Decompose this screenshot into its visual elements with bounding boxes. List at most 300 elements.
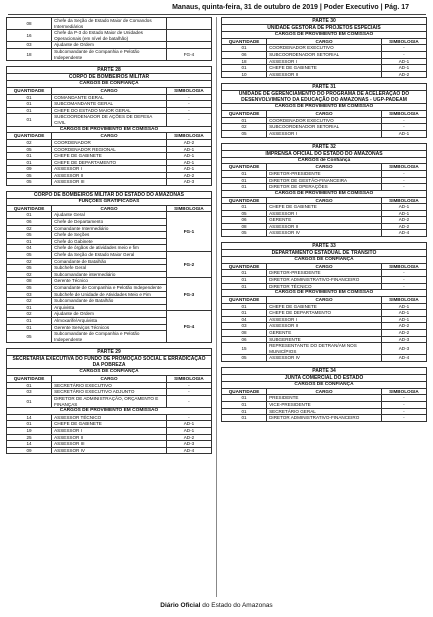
org-title: CORPO DE BOMBEIROS MILITAR [7, 74, 212, 81]
cargo-cell: COORDENADOR EXECUTIVO [267, 117, 382, 124]
quantity-cell: 18 [222, 58, 267, 65]
quantity-cell: 01 [222, 415, 267, 422]
cargo-cell: Chefe da P-3 do Estado Maior de Unidades Operacionais (em nível de batalhão) [52, 30, 167, 42]
cargo-cell: ASSESSOR I [267, 316, 382, 323]
cargo-cell: SUBCOORDENADOR SETORIAL [267, 124, 382, 131]
simbologia-cell: - [166, 414, 211, 421]
quantity-cell: 02 [7, 139, 52, 146]
cargo-cell: GERENTE [267, 330, 382, 337]
part-title: PARTE 29 [7, 349, 212, 356]
table-row [7, 18, 212, 30]
quantity-cell: 01 [222, 408, 267, 415]
quantity-cell: 05 [222, 230, 267, 237]
simbologia-group-cell: FG-2 [166, 252, 211, 278]
col-header: CARGO [267, 297, 382, 304]
col-header: QUANTIDADE [222, 164, 267, 171]
col-header: QUANTIDADE [7, 376, 52, 383]
cargo-cell: ASSESSOR II [52, 434, 167, 441]
cargo-cell: DIRETOR ADMINISTRATIVO-FINANCEIRO [267, 415, 382, 422]
simbologia-cell: FG-4 [166, 48, 211, 60]
footer-brand: Diário Oficial [160, 602, 201, 609]
table-row [222, 177, 427, 184]
col-header: QUANTIDADE [222, 197, 267, 204]
col-header: SIMBOLOGIA [166, 205, 211, 212]
simbologia-cell: - [381, 408, 426, 415]
cargo-cell: CHEFE DE GABINETE [267, 204, 382, 211]
section-title: CARGOS DE PROVIMENTO EM COMISSÃO [222, 104, 427, 111]
table-row [7, 42, 212, 49]
table-row [222, 210, 427, 217]
cargo-cell: Chefe da Seção de Estado Maior de Comandos Intermediários [52, 18, 167, 30]
col-header: CARGO [52, 205, 167, 212]
cargo-cell: CHEFE DO ESTADO MAIOR GERAL [52, 107, 167, 114]
quantity-cell: 02 [7, 311, 52, 318]
part-title: PARTE 28 [7, 67, 212, 74]
col-header: CARGO [267, 388, 382, 395]
cargo-cell: Comandante de Batalhão [52, 258, 167, 265]
page-footer [0, 602, 433, 610]
table-row [222, 130, 427, 137]
cargo-cell: Subcomandante de Companhia e Pelotão Independente [52, 48, 167, 60]
table-row [7, 94, 212, 101]
parte-33-table [221, 242, 427, 362]
part-title: PARTE 31 [222, 84, 427, 91]
funcoes-gratificadas-table [6, 191, 212, 343]
header-rule [8, 14, 426, 15]
table-row [7, 389, 212, 396]
part-title: PARTE 34 [222, 367, 427, 374]
quantity-cell: 01 [7, 114, 52, 126]
table-row [222, 415, 427, 422]
cargo-cell: SECRETÁRIO EXECUTIVO ADJUNTO [52, 389, 167, 396]
quantity-cell: 05 [222, 210, 267, 217]
quantity-cell: 14 [7, 414, 52, 421]
cargo-cell: ASSESSOR II [267, 323, 382, 330]
cargo-cell: SECRETÁRIO EXECUTIVO [52, 382, 167, 389]
cargo-cell: SUBCOMANDANTE GERAL [52, 101, 167, 108]
table-row [7, 278, 212, 285]
simbologia-cell: - [166, 107, 211, 114]
cargo-cell: DIRETOR DE ADMINISTRAÇÃO, ORÇAMENTO E FINANÇAS [52, 395, 167, 407]
quantity-cell: 05 [7, 232, 52, 239]
org-title: UNIDADE DE GERENCIAMENTO DO PROGRAMA DE ACELERAÇÃO DO DESENVOLVIMENTO DA EDUCAÇÃO DO AMAZONAS - UGP-PADEAM [222, 91, 427, 104]
col-header: SIMBOLOGIA [166, 87, 211, 94]
table-row [222, 124, 427, 131]
quantity-cell: 01 [7, 421, 52, 428]
quantity-cell: 18 [7, 48, 52, 60]
quantity-cell: 01 [7, 382, 52, 389]
simbologia-cell: AD-1 [381, 303, 426, 310]
section-title: CARGOS DE CONFIANÇA [222, 257, 427, 264]
quantity-cell: 19 [7, 428, 52, 435]
table-row [222, 117, 427, 124]
table-row [7, 30, 212, 42]
simbologia-group-cell: FG-4 [166, 311, 211, 343]
table-row [7, 421, 212, 428]
col-header: SIMBOLOGIA [381, 164, 426, 171]
cargo-cell: ASSESSOR II [52, 172, 167, 179]
col-header: QUANTIDADE [222, 388, 267, 395]
col-header: SIMBOLOGIA [166, 133, 211, 140]
section-title: CARGOS DE CONFIANÇA [7, 81, 212, 88]
simbologia-cell: - [381, 45, 426, 52]
table-row [7, 146, 212, 153]
simbologia-cell: - [166, 382, 211, 389]
col-header: CARGO [52, 87, 167, 94]
table-row [222, 58, 427, 65]
simbologia-cell: AD-2 [166, 434, 211, 441]
cargo-cell: COMANDANTE GERAL [52, 94, 167, 101]
quantity-cell: 03 [222, 323, 267, 330]
cargo-cell: SUBGERENTE [267, 336, 382, 343]
quantity-cell: 05 [222, 355, 267, 362]
quantity-cell: 01 [222, 204, 267, 211]
section-title: CARGOS DE PROVIMENTO EM COMISSÃO [7, 408, 212, 415]
table-row [222, 395, 427, 402]
simbologia-cell: - [381, 277, 426, 284]
simbologia-cell: - [381, 401, 426, 408]
quantity-cell: 05 [7, 252, 52, 259]
table-row [7, 139, 212, 146]
quantity-cell: 02 [7, 258, 52, 265]
section-title: CARGOS DE PROVIMENTO EM COMISSÃO [222, 190, 427, 197]
quantity-cell: 03 [7, 42, 52, 49]
simbologia-cell: AD-4 [381, 230, 426, 237]
cargo-cell: COORDENADOR EXECUTIVO [267, 45, 382, 52]
simbologia-cell: AD-1 [166, 159, 211, 166]
quantity-cell: 03 [7, 291, 52, 298]
cargo-cell: Chefe do Gabinete [52, 238, 167, 245]
simbologia-cell: - [381, 270, 426, 277]
cargo-cell: ASSESSOR I [267, 58, 382, 65]
cargo-cell: REPRESENTANTE DO DETRAN/AM NOS MUNICÍPIOS [267, 343, 382, 355]
col-header: SIMBOLOGIA [381, 38, 426, 45]
simbologia-cell: AD-4 [166, 447, 211, 454]
table-row [222, 230, 427, 237]
quantity-cell: 01 [222, 65, 267, 72]
table-row [7, 166, 212, 173]
footer-brand-suffix: do Estado do Amazonas [202, 602, 273, 609]
cargo-cell: SECRETÁRIO GERAL [267, 408, 382, 415]
quantity-cell: 05 [7, 265, 52, 272]
quantity-cell: 06 [222, 51, 267, 58]
simbologia-cell: - [381, 177, 426, 184]
page-header: Manaus, quinta-feira, 31 de outubro de 2019 | Poder Executivo | Pág. 17 [172, 4, 409, 11]
simbologia-cell: - [381, 170, 426, 177]
cargo-cell: Almoxarife/Arquivista [52, 317, 167, 324]
quantity-cell: 01 [222, 170, 267, 177]
simbologia-group-cell: FG-1 [166, 212, 211, 252]
quantity-cell: 06 [7, 219, 52, 226]
col-header: CARGO [267, 111, 382, 118]
table-row [7, 311, 212, 318]
col-header: SIMBOLOGIA [381, 111, 426, 118]
col-header: QUANTIDADE [7, 87, 52, 94]
simbologia-cell: AD-1 [381, 65, 426, 72]
quantity-cell: 01 [7, 395, 52, 407]
quantity-cell: 01 [222, 303, 267, 310]
quantity-cell: 01 [222, 117, 267, 124]
quantity-cell: 01 [7, 324, 52, 331]
table-row [7, 172, 212, 179]
quantity-cell: 01 [222, 283, 267, 290]
cargo-cell: ASSESSOR IV [267, 355, 382, 362]
quantity-cell: 09 [7, 166, 52, 173]
org-title: JUNTA COMERCIAL DO ESTADO [222, 374, 427, 381]
cargo-cell: CHEFE DE GABINETE [52, 421, 167, 428]
quantity-cell: 08 [7, 278, 52, 285]
cargo-cell: SUBCOORDENADOR SETORIAL [267, 51, 382, 58]
section-title: CARGOS DE PROVIMENTO EM COMISSÃO [7, 126, 212, 133]
simbologia-cell: AD-2 [381, 217, 426, 224]
quantity-cell: 05 [222, 130, 267, 137]
cargo-cell: ASSESSOR III [52, 441, 167, 448]
quantity-cell: 01 [222, 395, 267, 402]
table-row [7, 153, 212, 160]
quantity-cell: 09 [7, 447, 52, 454]
simbologia-cell: AD-1 [166, 428, 211, 435]
table-row [222, 223, 427, 230]
right-column [221, 17, 427, 427]
col-header: CARGO [267, 197, 382, 204]
col-header: QUANTIDADE [222, 111, 267, 118]
simbologia-cell: AD-2 [381, 323, 426, 330]
simbologia-group-cell: FG-3 [166, 278, 211, 311]
cargo-cell: Chefe de órgãos de atividades meio e fim [52, 245, 167, 252]
table-row [7, 252, 212, 259]
table-row [222, 184, 427, 191]
cargo-cell: VICE-PRESIDENTE [267, 401, 382, 408]
quantity-cell: 01 [222, 270, 267, 277]
simbologia-cell: AD-1 [381, 316, 426, 323]
cargo-cell: CHEFE DE GABINETE [267, 303, 382, 310]
table-row [7, 101, 212, 108]
org-title: CORPO DE BOMBEIROS MILITAR DO ESTADO DO AMAZONAS [7, 192, 212, 199]
parte-29-table [6, 348, 212, 454]
simbologia-cell: AD-2 [166, 172, 211, 179]
quantity-cell: 02 [7, 225, 52, 232]
simbologia-cell: - [381, 283, 426, 290]
col-header: QUANTIDADE [7, 205, 52, 212]
quantity-cell: 06 [222, 336, 267, 343]
top-continuation-table [6, 17, 212, 61]
col-header: SIMBOLOGIA [381, 263, 426, 270]
org-title: DEPARTAMENTO ESTADUAL DE TRÂNSITO [222, 250, 427, 257]
cargo-cell: Subchefe de Unidade de Atividades Meio e Fim [52, 291, 167, 298]
col-header: QUANTIDADE [7, 133, 52, 140]
cargo-cell: ASSESSOR II [267, 71, 382, 78]
simbologia-cell: AD-1 [381, 130, 426, 137]
cargo-cell: Subchefe Geral [52, 265, 167, 272]
table-row [7, 434, 212, 441]
cargo-cell: COORDENADOR [52, 139, 167, 146]
cargo-cell: ASSESSOR II [267, 223, 382, 230]
table-row [7, 212, 212, 219]
simbologia-cell: AD-2 [381, 330, 426, 337]
table-row [7, 428, 212, 435]
parte-30-table [221, 17, 427, 78]
simbologia-cell: - [381, 117, 426, 124]
cargo-cell: ASSESSOR I [52, 428, 167, 435]
table-row [222, 283, 427, 290]
cargo-cell: DIRETOR TÉCNICO [267, 283, 382, 290]
cargo-cell: CHEFE DE GABINETE [267, 65, 382, 72]
table-row [7, 395, 212, 407]
col-header: SIMBOLOGIA [381, 297, 426, 304]
part-title: PARTE 33 [222, 243, 427, 250]
cargo-cell: PRESIDENTE [267, 395, 382, 402]
cargo-cell: ASSESSOR TÉCNICO [52, 414, 167, 421]
quantity-cell: 15 [222, 343, 267, 355]
section-title: CARGOS DE CONFIANÇA [222, 381, 427, 388]
cargo-cell: Chefe de Departamento [52, 219, 167, 226]
col-header: SIMBOLOGIA [381, 197, 426, 204]
part-title: PARTE 32 [222, 143, 427, 150]
cargo-cell: Comandante Intermediário [52, 225, 167, 232]
simbologia-cell: AD-1 [166, 166, 211, 173]
simbologia-cell [166, 18, 211, 30]
table-row [222, 277, 427, 284]
cargo-cell: Chefe de Seções [52, 232, 167, 239]
part-title: PARTE 30 [222, 18, 427, 25]
table-row [222, 355, 427, 362]
quantity-cell: 01 [7, 238, 52, 245]
quantity-cell: 02 [7, 271, 52, 278]
org-title: SECRETARIA EXECUTIVA DO FUNDO DE PROMOÇÃO SOCIAL E ERRADICAÇÃO DA POBREZA [7, 356, 212, 369]
quantity-cell: 01 [222, 310, 267, 317]
table-row [7, 179, 212, 186]
quantity-cell: 02 [7, 298, 52, 305]
quantity-cell: 01 [7, 159, 52, 166]
simbologia-cell [166, 30, 211, 42]
quantity-cell: 08 [7, 18, 52, 30]
table-row [7, 414, 212, 421]
cargo-cell: Subcomandante de Companhia e Pelotão Independente [52, 331, 167, 343]
quantity-cell: 05 [7, 172, 52, 179]
quantity-cell: 06 [222, 217, 267, 224]
quantity-cell: 01 [7, 317, 52, 324]
table-row [222, 336, 427, 343]
left-column [6, 17, 212, 459]
simbologia-cell: - [166, 395, 211, 407]
cargo-cell: Ajudante Geral [52, 212, 167, 219]
cargo-cell: Ajudante de Ordem [52, 311, 167, 318]
quantity-cell: 01 [222, 45, 267, 52]
table-row [7, 447, 212, 454]
quantity-cell: 08 [222, 223, 267, 230]
col-header: CARGO [267, 38, 382, 45]
parte-32-table [221, 143, 427, 238]
simbologia-cell: AD-2 [381, 223, 426, 230]
quantity-cell: 01 [222, 277, 267, 284]
cargo-cell: ASSESSOR IV [267, 230, 382, 237]
table-row [222, 343, 427, 355]
col-header: SIMBOLOGIA [166, 376, 211, 383]
section-title: FUNÇÕES GRATIFICADAS [7, 199, 212, 206]
simbologia-cell: - [166, 389, 211, 396]
quantity-cell: 01 [7, 94, 52, 101]
table-row [7, 159, 212, 166]
cargo-cell: DIRETOR ADMINISTRATIVO-FINANCEIRO [267, 277, 382, 284]
quantity-cell: 05 [7, 146, 52, 153]
cargo-cell: DIRETOR-PRESIDENTE [267, 270, 382, 277]
cargo-cell: Subcomandante de Batalhão [52, 298, 167, 305]
simbologia-cell: AD-2 [381, 71, 426, 78]
simbologia-cell: AD-1 [166, 153, 211, 160]
simbologia-cell: - [381, 51, 426, 58]
table-row [7, 441, 212, 448]
table-row [222, 408, 427, 415]
cargo-cell: Chefe da Seção de Estado Maior Geral [52, 252, 167, 259]
quantity-cell: 05 [7, 179, 52, 186]
section-title: CARGOS DE CONFIANÇA [7, 369, 212, 376]
simbologia-cell: - [381, 124, 426, 131]
cargo-cell: ASSESSOR IV [52, 447, 167, 454]
simbologia-cell: - [381, 415, 426, 422]
simbologia-cell: AD-3 [166, 441, 211, 448]
table-row [222, 323, 427, 330]
quantity-cell: 01 [222, 184, 267, 191]
parte-34-table [221, 367, 427, 422]
quantity-cell: 04 [7, 245, 52, 252]
quantity-cell: 01 [7, 304, 52, 311]
col-header: CARGO [267, 164, 382, 171]
quantity-cell: 02 [222, 124, 267, 131]
cargo-cell: ASSESSOR I [52, 166, 167, 173]
col-header: QUANTIDADE [222, 38, 267, 45]
cargo-cell: DIRETOR DE OPERAÇÕES [267, 184, 382, 191]
table-row [7, 48, 212, 60]
cargo-cell: COORDENADOR REGIONAL [52, 146, 167, 153]
table-row [7, 107, 212, 114]
cargo-cell: Ajudante de Ordem [52, 42, 167, 49]
parte-31-table [221, 83, 427, 137]
simbologia-cell: - [166, 94, 211, 101]
simbologia-cell [166, 42, 211, 49]
simbologia-cell: AD-1 [381, 210, 426, 217]
simbologia-cell: AD-3 [166, 179, 211, 186]
col-header: QUANTIDADE [222, 297, 267, 304]
column-divider [216, 17, 217, 597]
col-header: CARGO [267, 263, 382, 270]
simbologia-cell: AD-2 [166, 139, 211, 146]
cargo-cell: ASSESSOR I [267, 130, 382, 137]
simbologia-cell: AD-1 [381, 58, 426, 65]
table-row [7, 114, 212, 126]
cargo-cell: CHEFE DE DEPARTAMENTO [267, 310, 382, 317]
table-row [222, 71, 427, 78]
simbologia-cell: - [166, 114, 211, 126]
quantity-cell: 25 [7, 434, 52, 441]
simbologia-cell: - [381, 395, 426, 402]
cargo-cell: DIRETOR-PRESIDENTE [267, 170, 382, 177]
table-row [222, 270, 427, 277]
simbologia-cell: AD-3 [381, 336, 426, 343]
section-title: CARGOS DE PROVIMENTO EM COMISSÃO [222, 32, 427, 39]
table-row [7, 382, 212, 389]
cargo-cell: GERENTE [267, 217, 382, 224]
simbologia-cell: - [381, 184, 426, 191]
cargo-cell: SUBCOORDENADOR DE AÇÕES DE DEFESA CIVIL [52, 114, 167, 126]
quantity-cell: 16 [7, 30, 52, 42]
cargo-cell: CHEFE DE DEPARTAMENTO [52, 159, 167, 166]
org-title: UNIDADE GESTORA DE PROJETOS ESPECIAIS [222, 25, 427, 32]
cargo-cell: CHEFE DE GABINETE [52, 153, 167, 160]
cargo-cell: Subcomandante intermediário [52, 271, 167, 278]
org-title: IMPRENSA OFICIAL DO ESTADO DO AMAZONAS [222, 150, 427, 157]
col-header: CARGO [52, 376, 167, 383]
simbologia-cell: AD-1 [166, 421, 211, 428]
